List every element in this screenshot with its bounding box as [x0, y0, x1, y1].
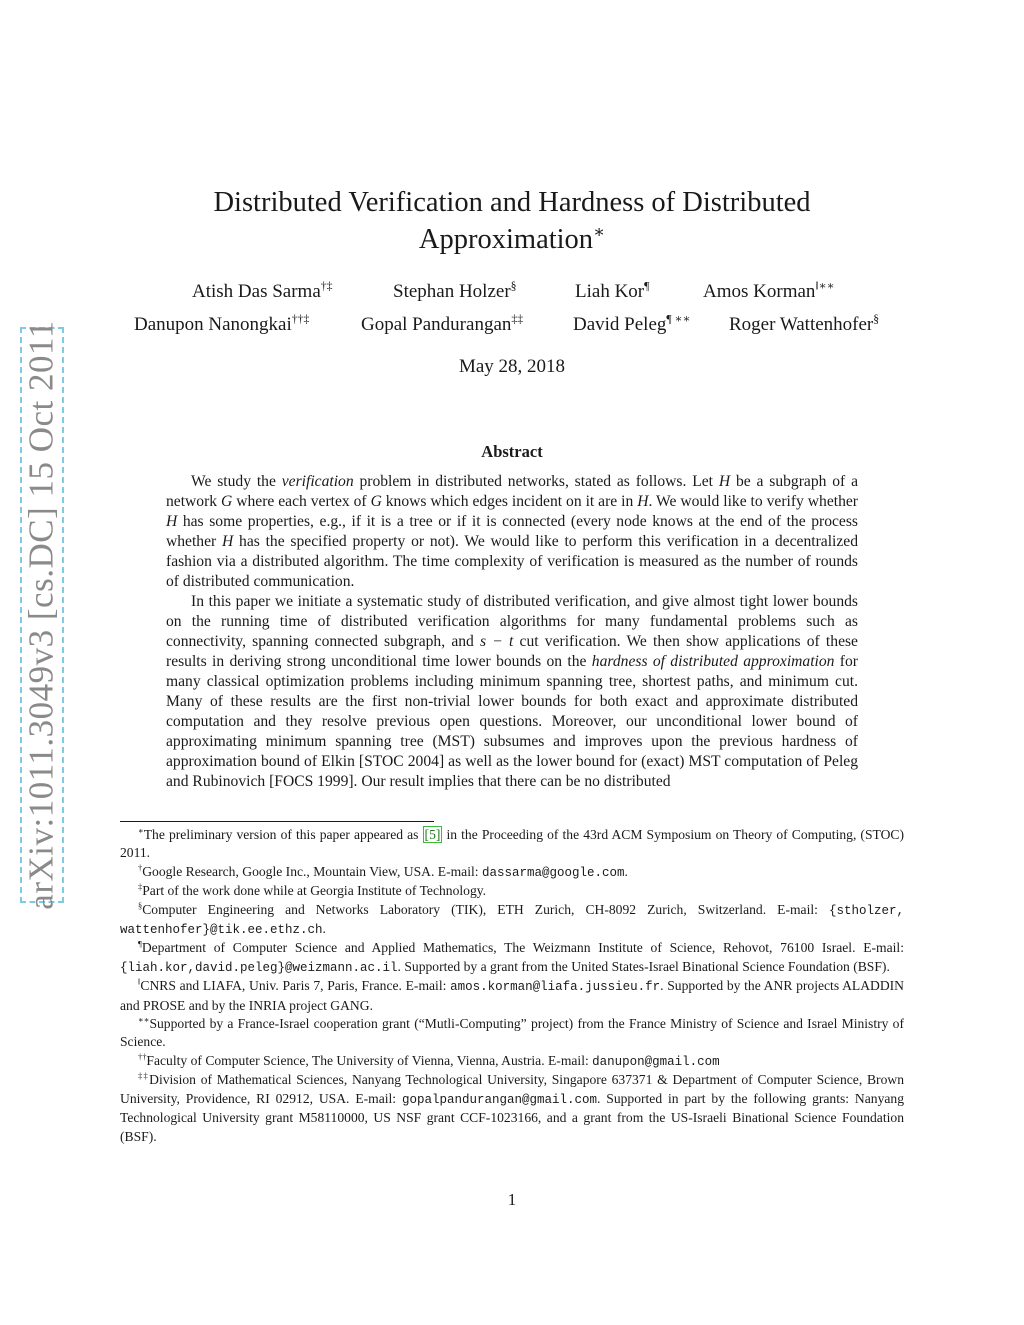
page-number: 1 [507, 1190, 517, 1209]
paper-title [120, 184, 904, 258]
author: David Peleg¶ ∗∗ [573, 312, 691, 335]
author: Stephan Holzer§ [393, 279, 517, 302]
author: Atish Das Sarma†‡ [192, 279, 333, 302]
paper-date: May 28, 2018 [458, 356, 566, 377]
arxiv-stamp [20, 320, 64, 910]
footnote: †Google Research, Google Inc., Mountain View, USA. E-mail: dassarma@google.com. [138, 862, 628, 880]
footnote: ‖CNRS and LIAFA, Univ. Paris 7, Paris, France. E-mail: amos.korman@liafa.jussieu.fr. Supported by the ANR projects ALADDIN and PROSE and by the INRIA project GANG. [120, 976, 904, 1013]
footnote-separator [120, 821, 434, 822]
footnote: §Computer Engineering and Networks Laboratory (TIK), ETH Zurich, CH-8092 Zurich, Switzerland. E-mail: {stholzer, wattenhofer}@tik.ee.ethz.ch. [120, 900, 904, 938]
abstract-heading: Abstract [481, 442, 543, 461]
author: Amos Korman‖∗∗ [703, 279, 835, 302]
footnote: ††Faculty of Computer Science, The University of Vienna, Vienna, Austria. E-mail: danupon@gmail.com [138, 1051, 720, 1069]
title-line-1: Distributed Verification and Hardness of Distributed [213, 187, 811, 218]
email-address: dassarma@google.com [481, 865, 625, 880]
arxiv-stamp-text: arXiv:1011.3049v3 [cs.DC] 15 Oct 2011 [22, 320, 61, 910]
footnote: ∗The preliminary version of this paper appeared as [5] in the Proceeding of the 43rd ACM Symposium on Theory of Computing, (STOC) 2011. [120, 825, 904, 861]
author: Liah Kor¶ [575, 279, 650, 302]
title-footnote-mark: ∗ [593, 221, 606, 242]
email-address: amos.korman@liafa.jussieu.fr [450, 980, 661, 995]
citation-link[interactable]: [5] [424, 827, 441, 842]
abstract-paragraph: In this paper we initiate a systematic study of distributed verification, and give almost tight lower bounds on the running time of distributed verification algorithms for many fundamental problems such as connectivity, spanning connected subgraph, and s − t cut verification. We then show applications of these results in deriving strong unconditional time lower bounds on the hardness of distributed approximation for many classical optimization problems including minimum spanning tree, shortest paths, and minimum cut. Many of these results are the first non-trivial lower bounds for both exact and approximate distributed computation and they resolve previous open questions. Moreover, our unconditional lower bound of approximating minimum spanning tree (MST) subsumes and improves upon the previous hardness of approximation bound of Elkin [STOC 2004] as well as the lower bound for (exact) MST computation of Peleg and Rubinovich [FOCS 1999]. Our result implies that there can be no distributed [166, 593, 858, 790]
footnote: ‡Part of the work done while at Georgia Institute of Technology. [138, 881, 487, 899]
author: Danupon Nanongkai††‡ [134, 312, 310, 335]
email-address: danupon@gmail.com [592, 1054, 720, 1069]
abstract-body [166, 472, 858, 792]
abstract-paragraph: We study the verification problem in distributed networks, stated as follows. Let H be a subgraph of a network G where each vertex of G knows which edges incident on it are in H. We would like to verify whether H has some properties, e.g., if it is a tree or if it is connected (every node knows at the end of the process whether H has the specified property or not). We would like to perform this verification in a decentralized fashion via a distributed algorithm. The time complexity of verification is measured as the number of rounds of distributed communication. [166, 473, 858, 590]
email-address: {stholzer, wattenhofer}@tik.ee.ethz.ch [120, 903, 904, 938]
author: Gopal Pandurangan‡‡ [361, 312, 524, 335]
footnote: ∗∗Supported by a France-Israel cooperation grant (“Mutli-Computing” project) from the France Ministry of Science and Israel Ministry of Science. [120, 1014, 904, 1050]
email-address: {liah.kor,david.peleg}@weizmann.ac.il [120, 960, 398, 975]
footnotes [120, 826, 904, 1146]
email-address: gopalpandurangan@gmail.com [401, 1092, 597, 1107]
footnote: ‡‡Division of Mathematical Sciences, Nanyang Technological University, Singapore 637371 & Department of Computer Science, Brown University, Providence, RI 02912, USA. E-mail: gopalpandurangan@gmail.com. Supported in part by the following grants: Nanyang Technological University grant M58110000, US NSF grant CCF-1023166, and a grant from the US-Israeli Binational Science Foundation (BSF). [120, 1070, 904, 1144]
footnote: ¶Department of Computer Science and Applied Mathematics, The Weizmann Institute of Science, Rehovot, 76100 Israel. E-mail: {liah.kor,david.peleg}@weizmann.ac.il. Supported by a grant from the United States-Israel Binational Science Foundation (BSF). [120, 938, 904, 975]
title-line-2: Approximation∗ [418, 221, 606, 255]
author: Roger Wattenhofer§ [729, 312, 880, 335]
